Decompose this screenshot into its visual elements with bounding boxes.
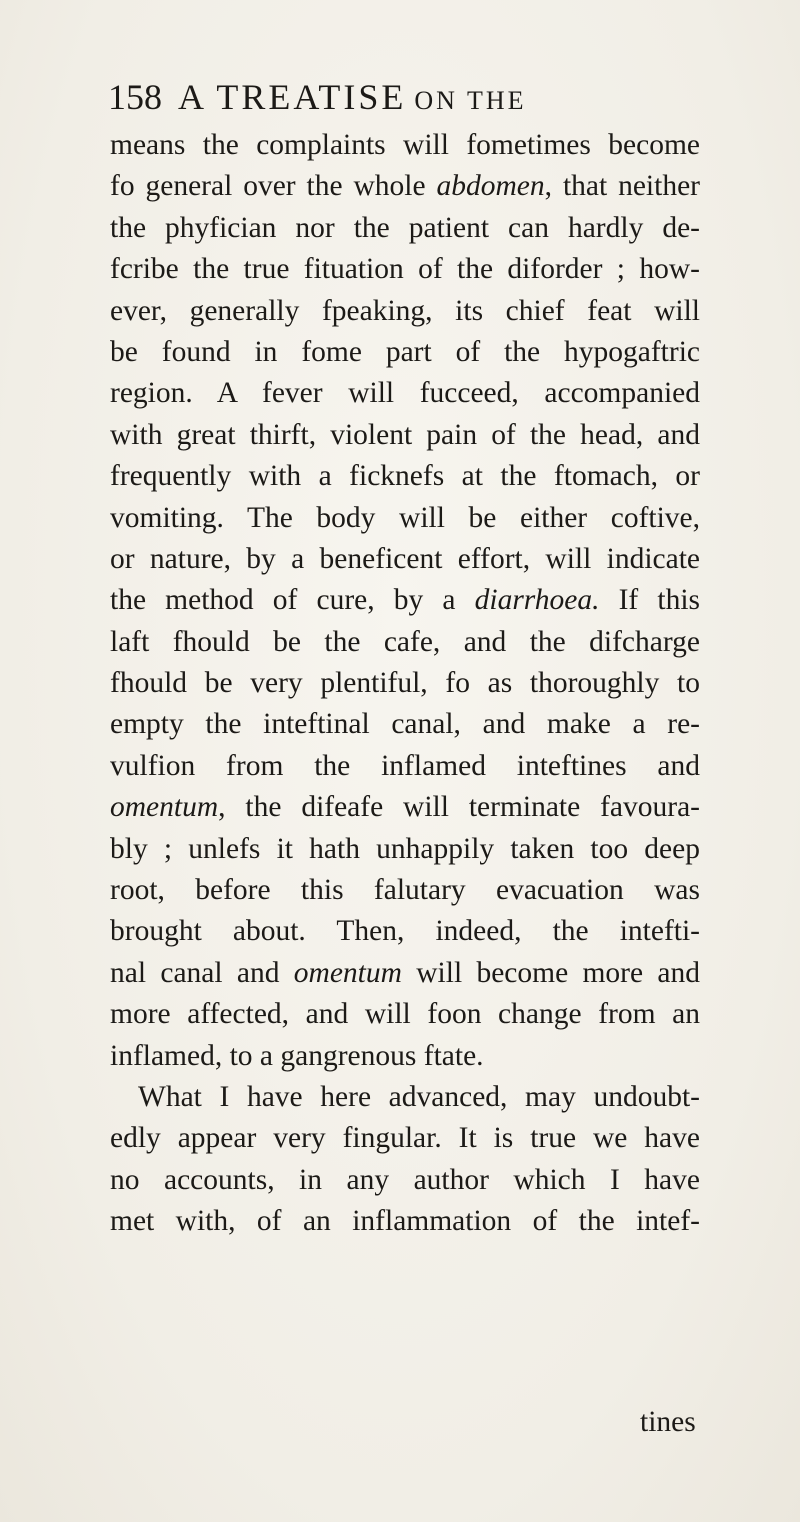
text-segment: met with, of an inflammation of the intef-: [110, 1205, 700, 1238]
text-line: [110, 580, 700, 621]
catchword: tines: [640, 1406, 696, 1438]
text-segment: means the complaints will fometimes become: [110, 129, 700, 161]
text-line: [110, 1201, 700, 1242]
text-segment: the method of cure, by a: [110, 584, 475, 617]
text-line: [110, 994, 700, 1035]
text-line: [110, 622, 700, 663]
text-segment: frequently with a ficknefs at the ftomach, or: [110, 460, 700, 493]
text-segment: root, before this falutary evacuation was: [110, 874, 700, 907]
page-number: 158: [108, 77, 162, 117]
text-segment: will become more and: [401, 956, 700, 989]
text-line: [110, 953, 700, 994]
running-title-small: ON THE: [414, 86, 527, 115]
text-line: [110, 249, 700, 290]
text-line: [110, 746, 700, 787]
text-segment: nal canal and: [110, 956, 294, 989]
text-segment: be found in fome part of the hypogaftric: [110, 335, 700, 368]
text-line: [110, 539, 700, 580]
text-segment: bly ; unlefs it hath unhappily taken too deep: [110, 832, 700, 865]
text-line: [110, 787, 700, 828]
text-segment: vomiting. The body will be either coftive,: [110, 501, 700, 534]
text-segment: region. A fever will fucceed, accompanied: [110, 377, 700, 410]
body-text: [110, 125, 700, 1243]
text-line: [110, 1118, 700, 1159]
text-line: [110, 456, 700, 497]
text-segment: , the difeafe will terminate favoura-: [218, 791, 700, 824]
text-line: [110, 125, 700, 166]
text-line: [110, 663, 700, 704]
text-line: [110, 166, 700, 207]
text-line: [110, 498, 700, 539]
text-segment: inflamed, to a gangrenous ftate.: [110, 1039, 484, 1072]
text-line: [110, 911, 700, 952]
text-segment: brought about. Then, indeed, the intefti-: [110, 915, 700, 948]
italic-text: abdomen: [436, 170, 545, 203]
text-segment: the phyfician nor the patient can hardly de-: [110, 211, 700, 244]
text-segment: fo general over the whole: [110, 170, 437, 203]
text-line: [110, 373, 700, 414]
text-segment: fhould be very plentiful, fo as thoroughly to: [110, 667, 700, 700]
text-segment: vulfion from the inflamed inteftines and: [110, 749, 700, 782]
text-segment: no accounts, in any author which I have: [110, 1163, 700, 1196]
text-segment: edly appear very fingular. It is true we have: [110, 1122, 700, 1155]
italic-text: omentum: [293, 956, 402, 989]
italic-text: diarrhoea.: [474, 584, 600, 617]
text-segment: empty the inteftinal canal, and make a re-: [110, 708, 700, 741]
text-segment: laft fhould be the cafe, and the difcharge: [110, 625, 700, 658]
text-segment: fcribe the true fituation of the diforder ; how-: [110, 253, 700, 286]
text-line: [110, 208, 700, 249]
text-segment: What I have here advanced, may undoubt-: [138, 1080, 700, 1113]
text-line: [110, 1036, 700, 1077]
text-segment: or nature, by a beneficent effort, will indicate: [110, 542, 700, 575]
text-line: [110, 1077, 700, 1118]
text-line: [110, 829, 700, 870]
text-line: [110, 415, 700, 456]
running-title: A TREATISE: [178, 77, 407, 117]
text-line: [110, 1160, 700, 1201]
text-segment: with great thirft, violent pain of the head, and: [110, 418, 700, 451]
text-segment: ever, generally fpeaking, its chief feat will: [110, 294, 700, 327]
text-line: [110, 704, 700, 745]
text-line: [110, 870, 700, 911]
italic-text: omentum: [110, 791, 219, 824]
text-segment: , that neither: [544, 170, 700, 203]
text-segment: If this: [599, 584, 701, 617]
text-line: [110, 332, 700, 373]
running-header: [108, 72, 708, 122]
text-line: [110, 291, 700, 332]
text-segment: more affected, and will foon change from an: [110, 998, 700, 1031]
